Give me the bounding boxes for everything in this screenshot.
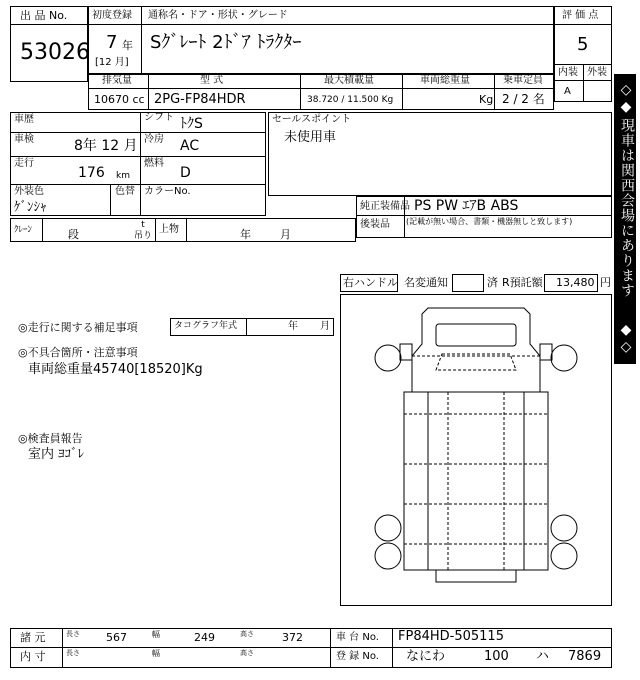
length-value: 567 [106,631,127,644]
displacement-value: 10670 cc [94,93,145,106]
chassis-label: 車 台 No. [336,632,379,643]
in-width-label: 幅 [152,649,160,658]
first-reg-label: 初度登録 [92,10,132,21]
first-reg-year: 7 [106,32,118,53]
inspector-text: 室内 ﾖｺﾞﾚ [28,447,85,462]
aftermarket-label: 後装品 [360,219,390,230]
reg-class: 100 [484,649,509,664]
model-label: 型 式 [200,75,224,86]
crane-month-label: 月 [280,228,291,241]
width-value: 249 [194,631,215,644]
truck-diagram [340,294,612,606]
aftermarket-note: (記載が無い場合、書類・機器無しと致します) [406,217,573,226]
gross-weight-label: 車両総重量 [420,75,470,86]
reg-kana: ハ [536,649,550,664]
interior-dims-label: 内 寸 [20,650,46,663]
interior-grade-value: A [564,86,571,97]
interior-grade-label: 内装 [558,67,578,78]
mileage-value: 176 [78,165,105,181]
std-equip-label: 純正装備品 [360,201,410,212]
dims-label: 諸 元 [20,631,46,644]
first-reg-month: [12 月] [95,57,129,68]
shift-label: シフト [144,112,174,123]
ext-color-label: 外装色 [14,186,44,197]
deposit-label: R預託額 [502,276,543,289]
tacho-month: 月 [320,321,330,332]
in-length-label: 長さ [66,649,80,657]
year-unit: 年 [122,39,133,52]
footer-box [10,628,612,668]
height-label: 高さ [240,630,254,638]
lot-label: 出 品 No. [20,9,68,22]
ac-value: AC [180,138,200,154]
ext-color-value: ｹﾞﾝｼｬ [14,200,47,215]
grade-label: 評 価 点 [562,10,599,21]
tacho-label: タコグラフ年式 [174,321,238,331]
sidebar-top: ◇◆ [618,82,634,116]
tacho-year: 年 [288,321,298,332]
height-value: 372 [282,631,303,644]
length-label: 長さ [66,630,80,638]
rhd-label: 右ハンドル [343,276,398,289]
name-change-box [452,274,484,292]
width-label: 幅 [152,630,160,639]
lot-number: 53026 [20,40,90,65]
model-value: 2PG-FP84HDR [154,92,246,107]
sidebar-bottom: ◆◇ [618,322,634,356]
color-no-label: カラーNo. [144,186,191,197]
deposit-unit: 円 [600,276,611,289]
chassis-value: FP84HD-505115 [398,629,504,644]
deposit-prefix: 済 [487,276,498,289]
name-label: 通称名・ドア・形状・グレード [148,10,288,21]
defect-title: ◎不具合箇所・注意事項 [18,346,138,359]
grade-value: 5 [577,34,589,55]
exterior-grade-label: 外装 [587,67,607,78]
driving-notes-title: ◎走行に関する補足事項 [18,321,138,334]
history-label: 車歴 [14,114,34,125]
inspector-title: ◎検査員報告 [18,432,83,445]
mileage-label: 走行 [14,158,34,169]
sales-point-value: 未使用車 [284,130,337,145]
mileage-unit: km [116,171,130,181]
top-label: 上物 [159,224,179,235]
capacity-label: 乗車定員 [503,75,543,86]
details-box [10,112,266,216]
in-height-label: 高さ [240,649,254,657]
sales-point-label: セールスポイント [272,114,352,125]
gross-weight-value: Kg [479,93,494,106]
deposit-value: 13,480 [556,276,595,289]
reg-place: なにわ [406,649,446,664]
max-load-label: 最大積載量 [324,75,374,86]
color-change-label: 色替 [115,186,135,197]
crane-label: ｸﾚｰﾝ [14,225,33,235]
fuel-value: D [180,165,191,181]
crane-ton-label: t 吊り [134,220,153,241]
sidebar-main: 現車は関西会場にあります [619,118,635,298]
inspection-value: 8年 12 月 [74,138,138,154]
name-change-label: 名変通知 [404,276,448,289]
capacity-value: 2 / 2 名 [502,92,545,106]
crane-box [10,218,356,242]
reg-label: 登 録 No. [336,651,379,662]
crane-year-label: 年 [240,228,251,241]
shift-value: ﾄｸS [180,116,203,132]
fuel-label: 燃料 [144,158,164,169]
std-equip-value: PS PW ｴｱB ABS [414,198,519,214]
defect-text: 車両総重量45740[18520]Kg [28,362,203,377]
displacement-label: 排気量 [102,75,132,86]
ac-label: 冷房 [144,134,164,145]
crane-stage-label: 段 [68,228,79,241]
inspection-label: 車検 [14,134,34,145]
reg-number: 7869 [568,649,602,664]
vehicle-name: Sｸﾞﾚｰﾄ 2ﾄﾞｱ ﾄﾗｸﾀｰ [150,32,302,53]
max-load-value: 38.720 / 11.500 Kg [307,95,394,105]
